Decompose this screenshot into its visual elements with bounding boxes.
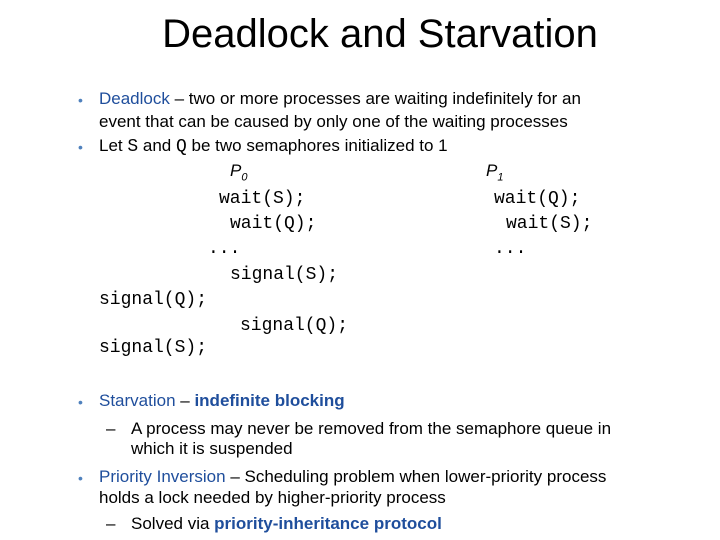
starvation-sub-dash: – <box>106 419 116 438</box>
code-p1-wait-s: wait(S); <box>506 214 593 234</box>
process-p1-label <box>486 160 503 188</box>
semaphores-pre: Let <box>99 136 128 155</box>
code-p0-ellipsis: ... <box>208 239 241 259</box>
code-p1-wait-q: wait(Q); <box>494 189 581 209</box>
code-p0-wait-q: wait(Q); <box>230 214 317 234</box>
priority-solved-pre: Solved via <box>131 514 215 533</box>
priority-solved-line <box>131 513 442 535</box>
code-p0-signal-q: signal(Q); <box>240 316 349 336</box>
starvation-sub-line-2: which it is suspended <box>131 439 293 458</box>
deadlock-definition: – two or more processes are waiting indefinitely for an <box>169 89 581 108</box>
p0-subscript: 0 <box>241 171 248 184</box>
code-p0-signal-s: signal(S); <box>230 265 339 285</box>
p1-subscript: 1 <box>497 171 504 184</box>
deadlock-line-2: event that can be caused by only one of the waiting processes <box>99 112 568 131</box>
priority-definition: – Scheduling problem when lower-priority process <box>225 467 607 486</box>
bullet-semaphores: • <box>78 139 83 155</box>
semaphores-and: and <box>138 136 176 155</box>
bullet-starvation: • <box>78 394 83 410</box>
deadlock-line-1 <box>99 88 581 110</box>
priority-inheritance-term: priority-inheritance protocol <box>214 514 442 533</box>
slide-title: Deadlock and Starvation <box>162 12 598 56</box>
process-p0-label <box>230 160 247 188</box>
starvation-sep: – <box>175 391 195 410</box>
semaphores-post: be two semaphores initialized to 1 <box>186 136 448 155</box>
semaphore-s: S <box>127 137 139 157</box>
starvation-term: Starvation <box>99 391 176 410</box>
starvation-sub-line-1: A process may never be removed from the semaphore queue in <box>131 419 612 438</box>
priority-sub-dash: – <box>106 514 116 533</box>
priority-line-1 <box>99 466 606 488</box>
code-signal-q-left: signal(Q); <box>99 290 208 310</box>
code-p0-wait-s: wait(S); <box>219 189 306 209</box>
p0-letter: P <box>230 161 242 180</box>
starvation-definition: indefinite blocking <box>194 391 345 410</box>
bullet-priority-inversion: • <box>78 470 83 486</box>
semaphore-q: Q <box>175 137 187 157</box>
semaphores-line <box>99 135 448 158</box>
deadlock-term: Deadlock <box>99 89 170 108</box>
bullet-deadlock: • <box>78 92 83 108</box>
priority-line-2: holds a lock needed by higher-priority process <box>99 488 446 507</box>
p1-letter: P <box>486 161 498 180</box>
priority-inversion-term: Priority Inversion <box>99 467 226 486</box>
code-p1-ellipsis: ... <box>494 239 527 259</box>
code-signal-s-left: signal(S); <box>99 338 208 358</box>
starvation-line <box>99 390 345 412</box>
